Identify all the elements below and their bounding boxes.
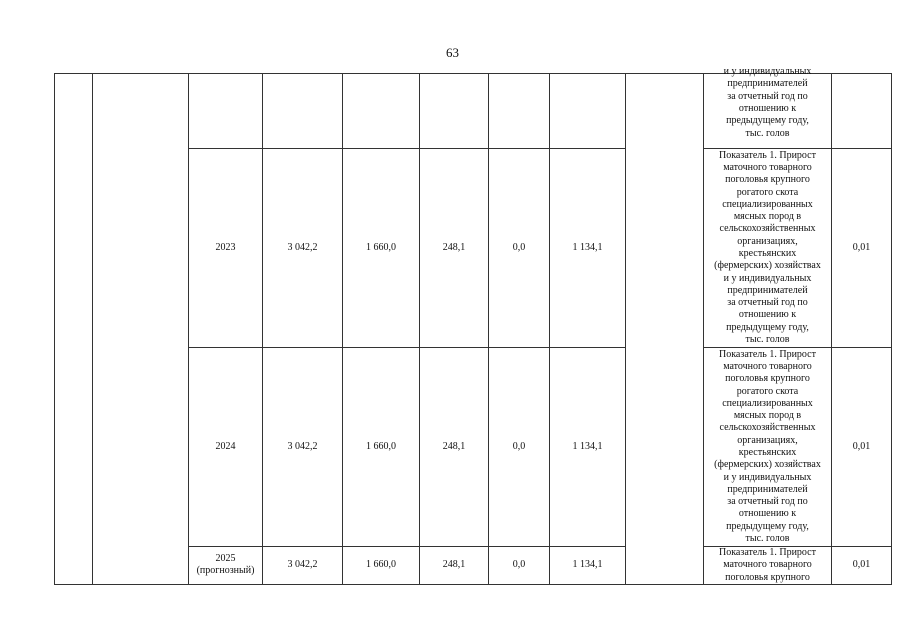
year-label: 2025	[215, 553, 236, 565]
indicator-value-cell	[832, 74, 892, 149]
year-cell	[189, 547, 263, 585]
extrabudgetary-cell	[550, 74, 626, 149]
total-cell: 3 042,2	[263, 348, 343, 547]
local-budget-cell: 0,0	[489, 348, 550, 547]
federal-budget-cell: 1 660,0	[343, 547, 420, 585]
indicator-cell: Показатель 1. Прирост маточного товарного поголовья крупного рогатого скота специализированных мясных пород в сельскохозяйственных организациях, крестьянских (фермерских) хозяйствах и у индивидуальных предпринимателей за отчетный год по отношению к предыдущему году, тыс. голов	[704, 149, 832, 348]
federal-budget-cell	[343, 74, 420, 149]
extrabudgetary-cell: 1 134,1	[550, 149, 626, 348]
extrabudgetary-cell: 1 134,1	[550, 348, 626, 547]
regional-budget-cell: 248,1	[420, 348, 489, 547]
number-cell	[55, 74, 93, 585]
total-cell: 3 042,2	[263, 547, 343, 585]
name-cell	[93, 74, 189, 585]
indicator-value-cell: 0,01	[832, 348, 892, 547]
regional-budget-cell	[420, 74, 489, 149]
local-budget-cell: 0,0	[489, 149, 550, 348]
extrabudgetary-cell: 1 134,1	[550, 547, 626, 585]
federal-budget-cell: 1 660,0	[343, 149, 420, 348]
indicator-cell: Показатель 1. Прирост маточного товарного поголовья крупного	[704, 547, 832, 585]
page-number: 63	[446, 45, 459, 60]
indicator-cell: Показатель 1. Прирост маточного товарного поголовья крупного рогатого скота специализированных мясных пород в сельскохозяйственных организациях, крестьянских (фермерских) хозяйствах и у индивидуальных предпринимателей за отчетный год по отношению к предыдущему году, тыс. голов	[704, 348, 832, 547]
table-row	[55, 74, 892, 149]
regional-budget-cell: 248,1	[420, 149, 489, 348]
local-budget-cell: 0,0	[489, 547, 550, 585]
indicator-value-cell: 0,01	[832, 149, 892, 348]
executor-cell	[626, 74, 704, 585]
total-cell	[263, 74, 343, 149]
indicator-value-cell: 0,01	[832, 547, 892, 585]
indicator-cell: и у индивидуальных предпринимателей за отчетный год по отношению к предыдущему году, тыс. голов	[704, 74, 832, 149]
federal-budget-cell: 1 660,0	[343, 348, 420, 547]
program-table	[54, 66, 892, 585]
total-cell: 3 042,2	[263, 149, 343, 348]
year-cell: 2024	[189, 348, 263, 547]
year-cell	[189, 74, 263, 149]
local-budget-cell	[489, 74, 550, 149]
regional-budget-cell: 248,1	[420, 547, 489, 585]
year-note: (прогнозный)	[196, 565, 255, 577]
year-cell: 2023	[189, 149, 263, 348]
